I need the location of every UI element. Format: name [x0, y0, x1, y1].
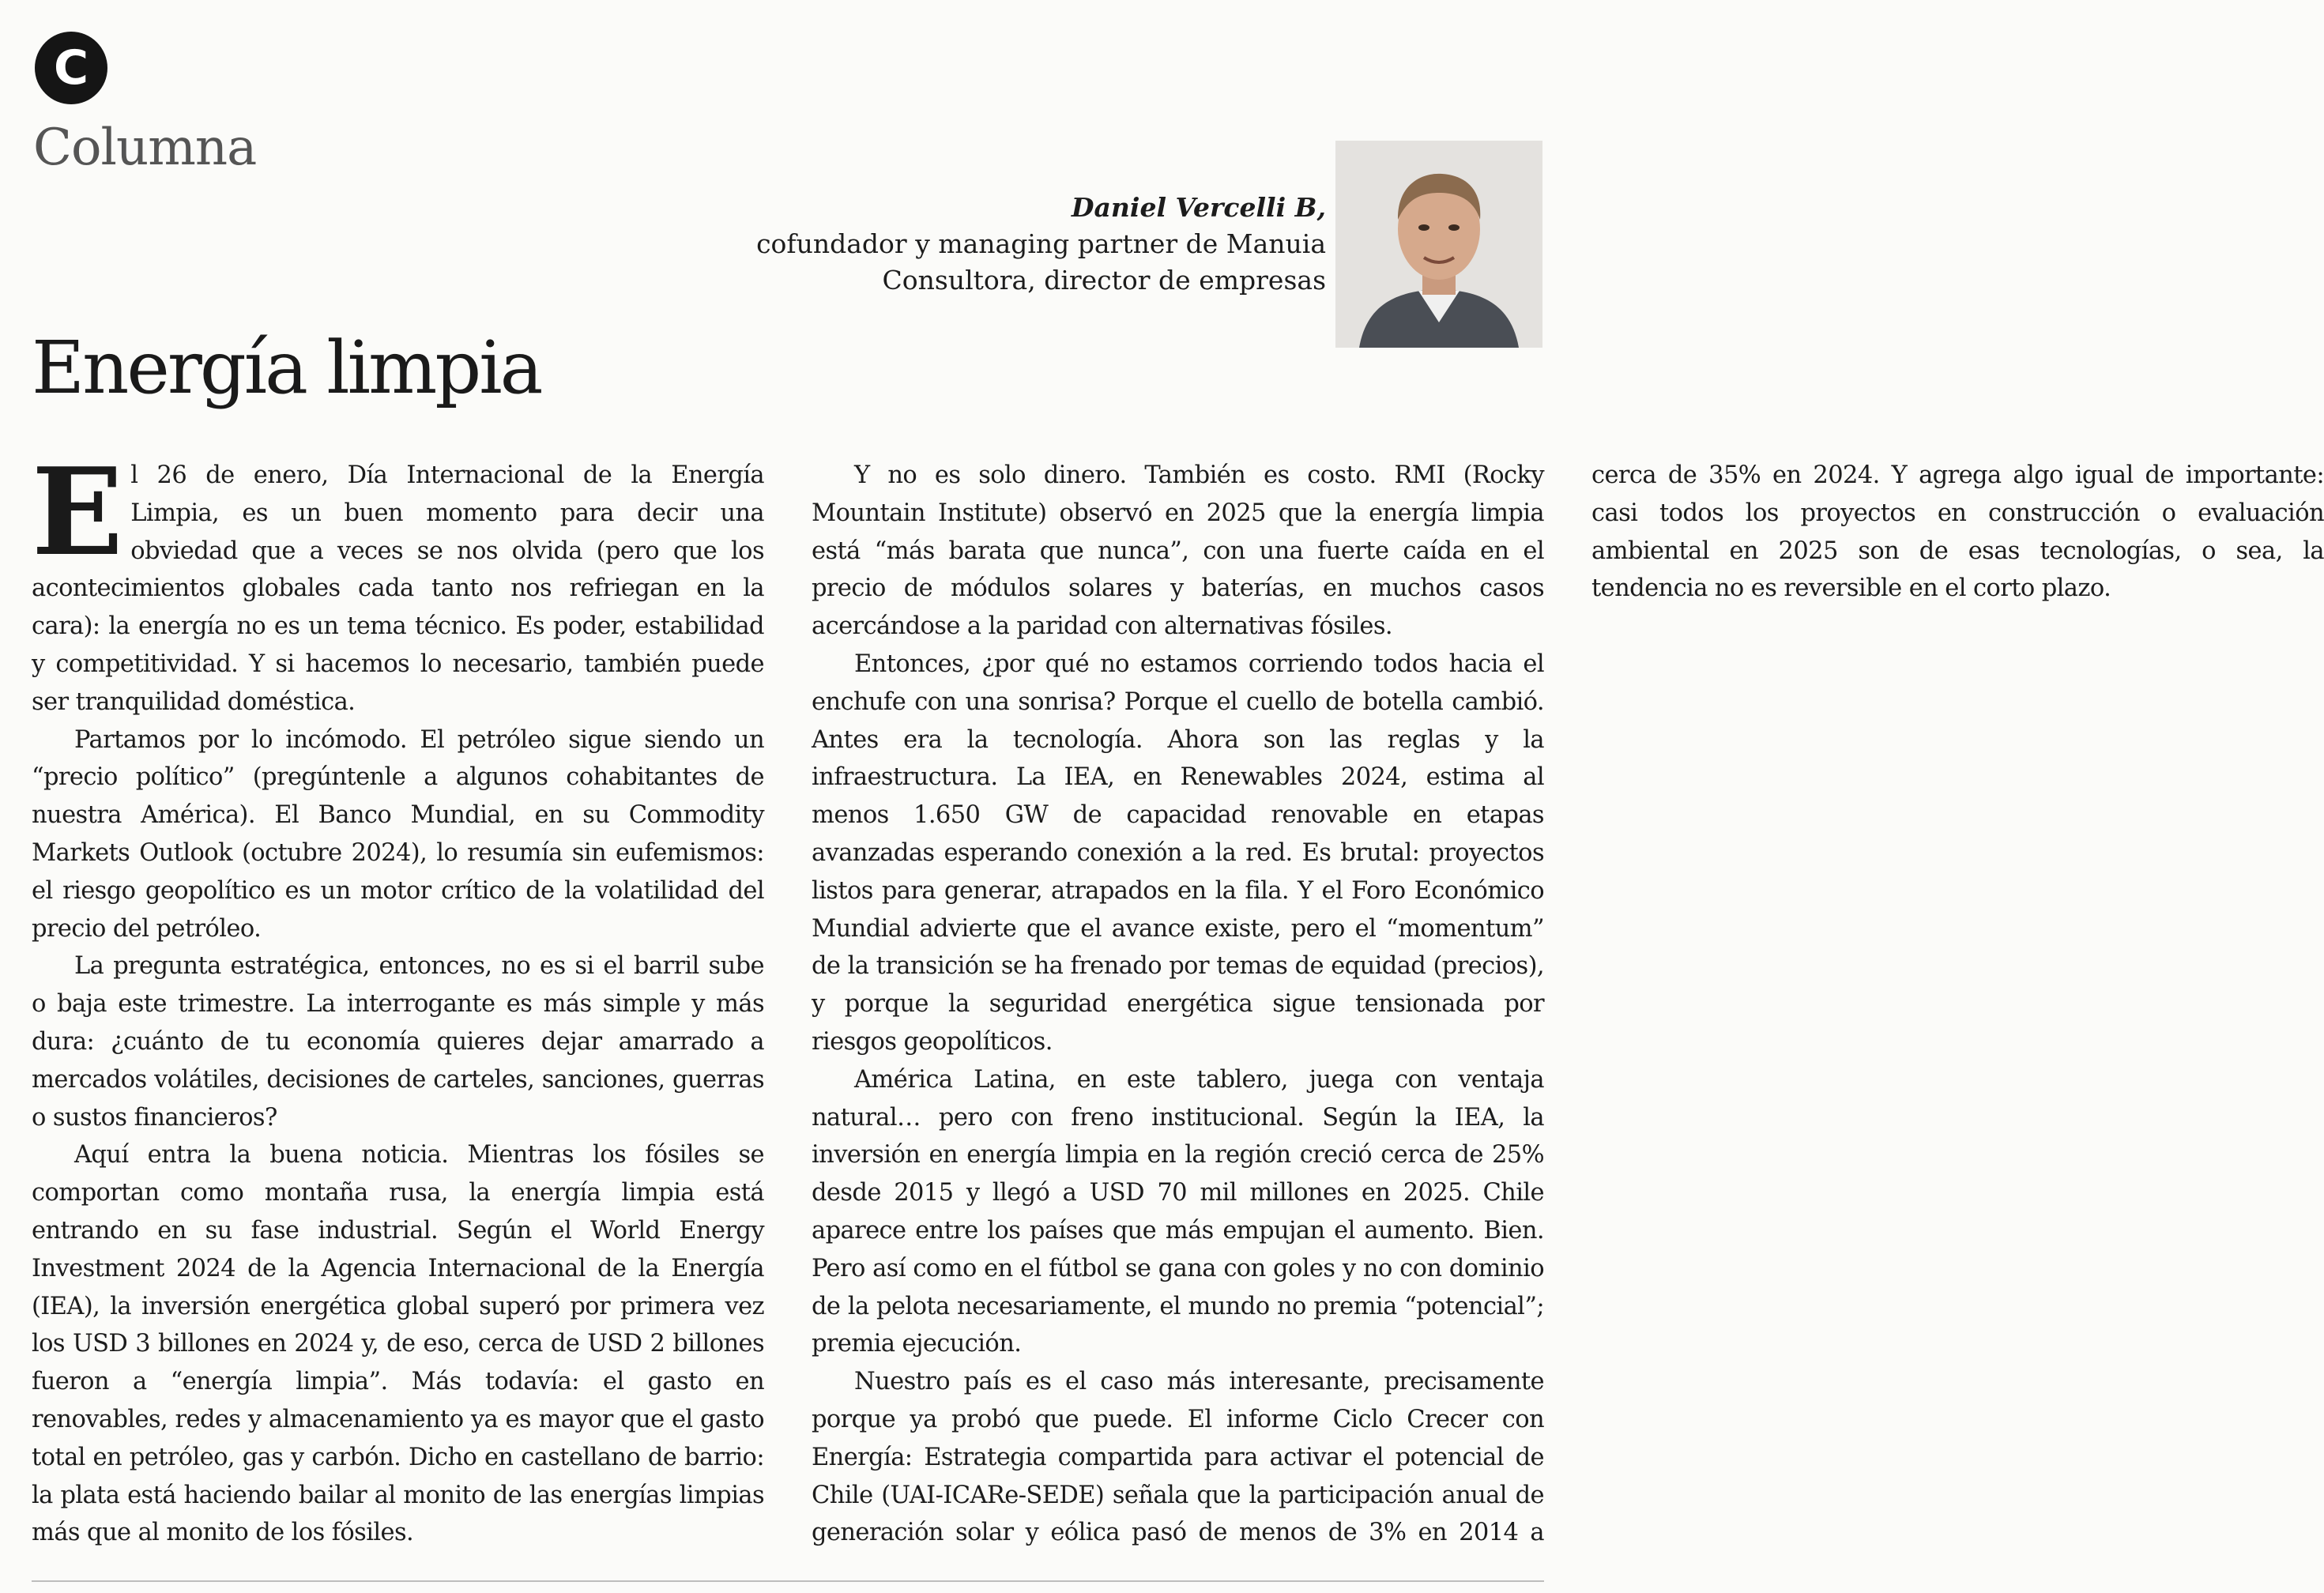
paragraph-4: Aquí entra la buena noticia. Mientras los fósiles se comportan como montaña rusa, la energía limpia está entrando en su fase industrial. Según el World Energy Investment 2024 de la Agencia Internacional de la Energía (IEA), la inversión energética global superó por primera vez los USD 3 billones en 2024 y, de eso, cerca de USD 2 billones fueron a “energía limpia”. Más todavía: el gasto en renovables, redes y almacenamiento ya es mayor que el gasto total en petróleo, gas y carbón. Dicho en castellano de barrio: la plata está haciendo bailar al monito de las energías limpias más que al monito de los fósiles.	[32, 1141, 764, 1547]
drop-cap: E	[32, 441, 123, 582]
paragraph-1-text: l 26 de enero, Día Internacional de la Energía Limpia, es un buen momento para decir una obviedad que a veces se nos olvida (pero que los acontecimientos globales cada tanto nos refriegan en la cara): la energía no es un tema técnico. Es poder, estabilidad y competitividad. Y si hacemos lo necesario, también puede ser tranquilidad doméstica.	[32, 461, 764, 716]
paragraph-6: Entonces, ¿por qué no estamos corriendo todos hacia el enchufe con una sonrisa? Porque el cuello de botella cambió. Antes era la tecnología. Ahora son las reglas y la infraestructura. La IEA, en Renewables 2024, estima al menos 1.650 GW de capacidad renovable en etapas avanzadas esperando conexión a la red. Es brutal: proyectos listos para generar, atrapados en la fila. Y el Foro Económico Mundial advierte que el avance existe, pero el “momentum” de la transición se ha frenado por temas de equidad (precios), y porque la seguridad energética sigue tensionada por riesgos geopolíticos.	[812, 650, 1544, 1056]
author-portrait-icon	[1335, 141, 1542, 348]
paragraph-2: Partamos por lo incómodo. El petróleo sigue siendo un “precio político” (pregúntenle a algunos cohabitantes de nuestra América). El Banco Mundial, en su Commodity Markets Outlook (octubre 2024), lo resumía sin eufemismos: el riesgo geopolítico es un motor crítico de la volatilidad del precio del petróleo.	[32, 725, 764, 943]
author-role-line2: Consultora, director de empresas	[882, 265, 1326, 296]
paragraph-5: Y no es solo dinero. También es costo. RMI (Rocky Mountain Institute) observó en 2025 que la energía limpia está “más barata que nunca”, con una fuerte caída en el precio de módulos solares y baterías, en muchos casos acercándose a la paridad con alternativas fósiles.	[812, 461, 1544, 641]
paragraph-8: Nuestro país es el caso más interesante, precisamente porque ya probó que puede. El informe Ciclo Crecer con Energía: Estrategia compartida para activar el potencial de Chile (UAI-ICARe-SEDE) señala que la participación anual de generación solar y eólica pasó de menos de 3% en 2014 a cerca de 35% en 2024. Y agrega algo igual de importante: casi todos los proyectos en construcción o evaluación ambiental en 2025 son de esas tecnologías, o sea, la tendencia no es reversible en el corto plazo.	[812, 461, 2324, 1547]
bottom-divider	[32, 1580, 1544, 1582]
paragraph-1	[32, 441, 764, 721]
paragraph-3: La pregunta estratégica, entonces, no es si el barril sube o baja este trimestre. La interrogante es más simple y más dura: ¿cuánto de tu economía quieres dejar amarrado a mercados volátiles, decisiones de carteles, sanciones, guerras o sustos financieros?	[32, 952, 764, 1132]
article-body	[32, 441, 2324, 1553]
author-photo	[1335, 141, 1542, 348]
section-label: Columna	[33, 119, 257, 177]
byline	[678, 190, 1326, 299]
headline: Energía limpia	[32, 326, 541, 410]
section-badge: C	[35, 32, 107, 104]
author-role-line1: cofundador y managing partner de Manuia	[756, 228, 1326, 259]
author-name: Daniel Vercelli B,	[1071, 192, 1326, 223]
paragraph-7: América Latina, en este tablero, juega con ventaja natural… pero con freno institucional. Según la IEA, la inversión en energía limpia en la región creció cerca de 25% desde 2015 y llegó a USD 70 mil millones en 2025. Chile aparece entre los países que más empujan el aumento. Bien. Pero así como en el fútbol se gana con goles y no con dominio de la pelota necesariamente, el mundo no premia “potencial”; premia ejecución.	[812, 1065, 1544, 1358]
